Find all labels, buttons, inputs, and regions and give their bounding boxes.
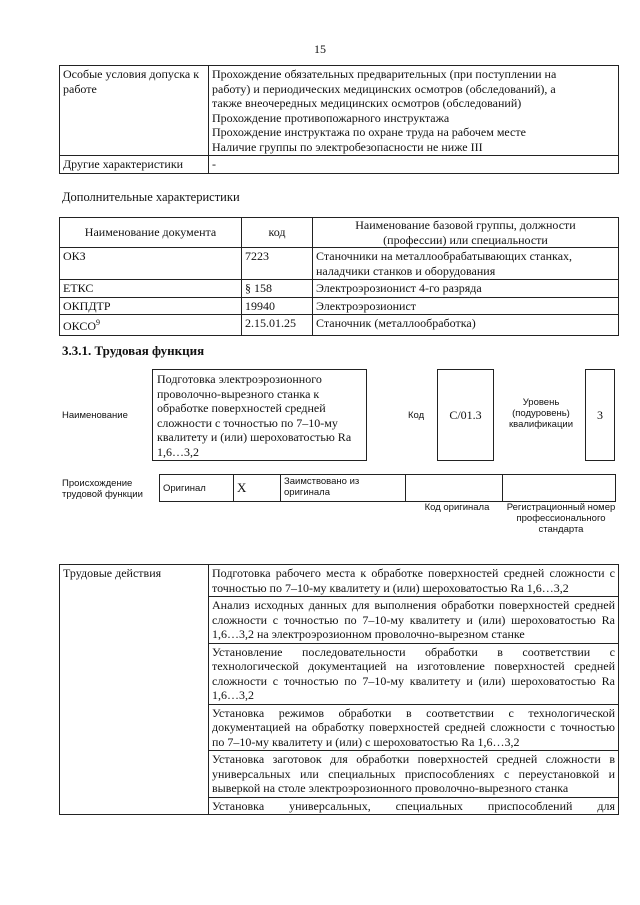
action-item: Установка заготовок для обработки поверхностей средней сложности в универсальных или специальных приспособлениях с переустановкой и выверкой на столе электроэрозионного проволочно-вырезного станка <box>209 751 619 798</box>
doc-text: ОКСО <box>63 319 97 333</box>
section-title: 3.3.1. Трудовая функция <box>62 343 205 358</box>
doc-cell: ЕТКС <box>60 280 242 298</box>
action-item: Подготовка рабочего места к обработке поверхностей средней сложности с точностью по 7–10-му квалитету и (или) шероховатостью Ra 1,6…3,2 <box>209 565 619 597</box>
other-characteristics-value: - <box>209 156 619 174</box>
other-characteristics-label: Другие характеристики <box>60 156 209 174</box>
code-label: Код <box>408 410 425 421</box>
table-row <box>60 248 619 280</box>
action-item: Установка универсальных, специальных приспособлений для <box>209 797 619 815</box>
origin-table <box>159 474 616 502</box>
footnote-ref: 9 <box>96 318 101 327</box>
additional-heading: Дополнительные характеристики <box>62 190 240 204</box>
action-item: Анализ исходных данных для выполнения обработки поверхностей средней сложности с точностью по 7–10-му квалитету и (или) шероховатостью Ra 1,6…3,2 на электроэрозионном проволочно-вырезном станке <box>209 597 619 644</box>
table-row <box>160 475 616 502</box>
name-cell: Электроэрозионист 4-го разряда <box>313 280 619 298</box>
code-original-cell <box>406 475 503 502</box>
table-row <box>60 565 619 597</box>
table-row <box>60 280 619 298</box>
actions-table <box>59 564 619 815</box>
code-box <box>437 369 494 461</box>
table-row <box>60 315 619 336</box>
original-label: Оригинал <box>163 482 206 494</box>
reg-number-cell <box>503 475 616 502</box>
code-cell: 2.15.01.25 <box>242 315 313 336</box>
name-cell: Станочник (металлообработка) <box>313 315 619 336</box>
original-mark: X <box>237 479 247 495</box>
doc-cell <box>60 315 242 336</box>
conditions-line: Прохождение противопожарного инструктажа <box>212 110 450 125</box>
name-label: Наименование <box>62 410 128 421</box>
header-doc: Наименование документа <box>60 218 242 248</box>
level-label: Уровень (подуровень) квалификации <box>508 397 574 430</box>
code-cell: 19940 <box>242 297 313 315</box>
docs-table <box>59 217 619 336</box>
header-code: код <box>242 218 313 248</box>
table-row <box>60 156 619 174</box>
origin-label: Происхождение трудовой функции <box>62 478 143 500</box>
borrowed-label: Заимствовано из оригинала <box>284 476 360 498</box>
page-number: 15 <box>314 42 326 56</box>
function-name-value: Подготовка электроэрозионного проволочно-вырезного станка к обработке поверхностей средней сложности с точностью по 7–10-му квалитету и (или) шероховатостью Ra 1,6…3,2 <box>157 372 352 459</box>
conditions-value <box>209 66 619 156</box>
code-value: C/01.3 <box>449 408 482 422</box>
action-item: Установление последовательности обработки в соответствии с технологической документацией на изготовление поверхностей средней сложности с точностью по 7–10-му квалитету и (или) шероховатостью Ra 1,6…3,2 <box>209 643 619 704</box>
code-cell: 7223 <box>242 248 313 280</box>
conditions-table <box>59 65 619 174</box>
conditions-line: Прохождение инструктажа по охране труда на рабочем месте <box>212 125 526 139</box>
level-value: 3 <box>597 408 603 422</box>
reg-number-caption: Регистрационный номер профессионального стандарта <box>506 502 616 535</box>
header-name: Наименование базовой группы, должности (профессии) или специальности <box>313 218 619 248</box>
action-item: Установка режимов обработки в соответствии с технологической документацией на обработку поверхностей средней сложности с точностью по 7–10-му квалитету и (или) с шероховатостью Ra 1,6…3,2 <box>209 704 619 751</box>
code-cell: § 158 <box>242 280 313 298</box>
name-cell: Электроэрозионист <box>313 297 619 315</box>
function-name-box <box>152 369 367 461</box>
conditions-line: Наличие группы по электробезопасности не ниже III <box>212 139 483 154</box>
doc-cell: ОКПДТР <box>60 297 242 315</box>
code-original-caption: Код оригинала <box>424 502 490 513</box>
doc-cell: ОКЗ <box>60 248 242 280</box>
actions-label: Трудовые действия <box>60 565 209 815</box>
conditions-label: Особые условия допуска к работе <box>60 66 209 156</box>
original-cell <box>160 475 234 502</box>
level-box <box>585 369 615 461</box>
name-cell: Станочники на металлообрабатывающих станках, наладчики станков и оборудования <box>313 248 619 280</box>
table-row <box>60 297 619 315</box>
table-header-row <box>60 218 619 248</box>
borrowed-cell <box>281 475 406 502</box>
table-row <box>60 66 619 156</box>
conditions-line: Прохождение обязательных предварительных (при поступлении на работу) и периодических медицинских осмотров (обследований), а также внеочередных медицинских осмотров (обследований) <box>212 67 557 110</box>
original-mark-cell <box>234 475 281 502</box>
